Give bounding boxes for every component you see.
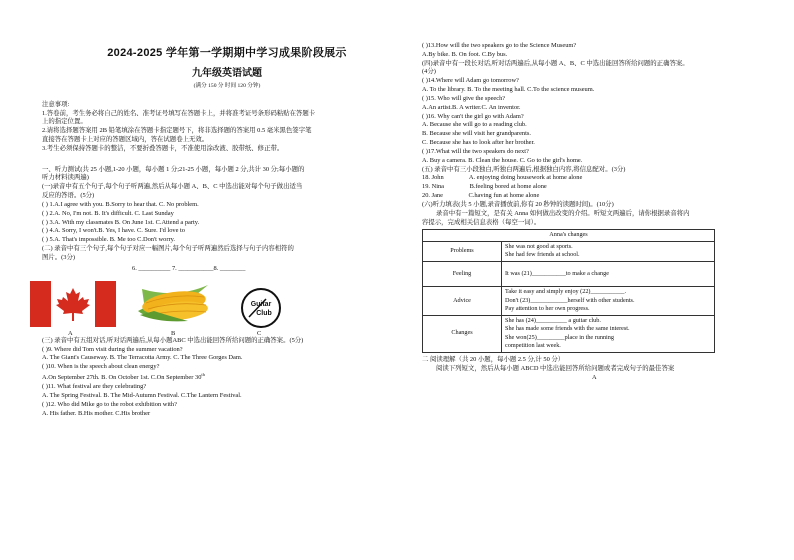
row-label-feeling: Feeling [423,262,502,287]
note-line: 3.考生必须保持答题卡的整洁，不要折叠答题卡，不准使用涂改液、胶带纸、修正带。 [42,144,284,152]
exam-title: 2024-2025 学年第一学期期中学习成果阶段展示 [107,47,347,59]
question-10-options: A.On September 27th. B. On October 1st. C.On September 30th [42,372,205,382]
table-cell-line: She had few friends at school. [505,251,580,259]
row-label-advice: Advice [423,287,502,316]
question-11-options: A. The Spring Festival. B. The Mid-Autumn Festival. C.The Lantern Festival. [42,391,242,399]
note-line: 1.答卷前，考生务必将自己的姓名、准考证号填写在答题卡上，并将准考证号条形码粘贴在答题卡 [42,109,316,117]
part1-instructions: (一)录音中有五个句子,每个句子听两遍,然后从每小题 A、B、C 中选出能对每个句子做出适当 [42,183,303,191]
question-3: ( ) 3.A. With my classmates B. On June 1st. C.Attend a party. [42,218,200,226]
question-11: ( )11. What festival are they celebrating? [42,383,147,391]
exam-subtitle: 九年级英语试题 [192,68,262,80]
table-cell-line: She has (24)__________ a guitar club. [505,316,601,324]
canada-flag-image [30,281,116,327]
note-line: 上的指定位置。 [42,118,87,126]
table-row [423,315,715,352]
question-2: ( ) 2.A. No, I'm not. B. It's difficult. C. Last Sunday [42,209,174,217]
part6-instructions: (六)听力填表(共 5 小题,录音播放前,你有 20 秒钟的读题时间)。(10分) [422,200,614,208]
table-cell-line: Don't (23)____________herself with other students. [505,296,635,304]
notes-title: 注意事项: [42,100,70,108]
question-14: ( )14.Where will Adam go tomorrow? [422,77,519,85]
table-row [423,262,715,287]
question-14-options: A. To the library. B. To the meeting hall. C.To the science museum. [422,86,595,94]
question-1: ( ) 1.A.I agree with you. B.Sorry to hear that. C. No problem. [42,200,199,208]
table-cell-line: She won(25)_________place in the running [505,333,614,341]
question-12: ( )12. Who did Mike go to the robot exhibition with? [42,400,177,408]
part2-instructions-2: 图片。(3分) [42,253,76,261]
question-13: ( )13.How will the two speakers go to the Science Museum? [422,42,577,49]
section2-instructions: 阅读下列短文，然后从每小题 ABCD 中选出能回答所给问题或者完成句子的最佳答案 [436,364,675,372]
note-line: 直接答在答题卡上对应的答题区域内，答在试题卷上无效。 [42,136,209,143]
logo-text-guitar: Guitar [250,300,272,308]
guitar-club-logo [240,285,282,331]
question-15: ( )15. Who will give the speech? [422,94,506,102]
part3-instructions: (三) 录音中有五组对话,听对话两遍后,从每小题ABC 中选出能回答所给问题的正确答案。(5分) [42,336,304,344]
picture-label-a: A [68,329,73,337]
match-19: 19. Nina B.feeling bored at home alone [422,183,547,191]
anna-changes-table [422,229,715,352]
table-cell-line: It was (21)___________to make a change [505,269,609,277]
note-line: 2.请将选择题答案用 2B 铅笔填涂在答题卡指定题号下，将非选择题的答案用 0.5 毫米黑色签字笔 [42,127,312,135]
part6-instructions-2: 录音中有一篇短文，是有关 Anna 如何做出改变的介绍。听短文两遍后，请你根据录音将内 [436,209,690,217]
part4-instructions-2: (4分) [422,68,436,76]
table-cell-line: Take it easy and simply enjoy (22)___________. [505,288,627,296]
row-label-changes: Changes [423,315,502,352]
section2-heading: 二 阅读理解（共 20 小题，每小题 2.5 分,计 50 分） [422,355,565,363]
question-15-options: A.An artist.B. A writer.C. An inventor. [422,103,521,111]
picture-label-c: C [257,329,262,337]
table-cell-line: competition last week. [505,342,561,350]
question-16: ( )16. Why can't the girl go with Adam? [422,112,524,120]
question-16-option-c: C. Because she has to look after her brother. [422,139,535,147]
row-label-problems: Problems [423,241,502,261]
question-16-option-b: B. Because she will visit her grandparents. [422,130,531,138]
question-13-options: A.By bike. B. On foot. C.By bus. [422,50,508,58]
part5-instructions: (五) 录音中有三小段独白,听独白两遍后,根据独白内容,将信息配对。(3分) [422,165,626,173]
table-cell-line: She was not good at sports. [505,242,573,250]
question-17-options: A. Buy a camera. B. Clean the house. C. Go to the girl's home. [422,156,583,164]
table-cell-line: Pay attention to her own progress. [505,305,590,313]
part6-instructions-3: 容提示，完成相关信息表格（每空一词）。 [422,218,541,226]
part4-instructions: (四)录音中有一段长对话,听对话两遍后,从每小题 A、B、C 中选出能回答所给问题的正确答案。 [422,59,689,67]
question-12-options: A. His father. B.His mother. C.His brother [42,409,151,417]
question-5: ( ) 5.A. That's impossible. B. Me too C.Don't worry. [42,236,175,244]
match-18: 18. John A. enjoying doing housework at home alone [422,174,583,182]
table-cell-line: She has made some friends with the same interest. [505,325,630,333]
section1-heading: 一、听力测试(共 25 小题,1-20 小题，每小题 1 分;21-25 小题，每小题 2 分,共计 30 分;每小题的 [42,165,305,173]
question-10: ( )10. When is the speech about clean energy? [42,363,160,371]
picture-row [42,264,412,337]
picture-label-b: B [171,329,176,337]
score-time: (满分 150 分 时间 120 分钟) [193,82,261,89]
part1-instructions-2: 反应的答语。(5分) [42,192,95,200]
match-20: 20. Jane C.having fun at home alone [422,192,540,200]
question-9-options: A. The Giant's Causeway. B. The Terracotta Army. C. The Three Gorges Dam. [42,354,243,362]
question-17: ( )17.What will the two speakers do next? [422,147,529,155]
right-column [422,42,792,382]
passage-a-label: A [592,373,597,381]
answer-blanks-6-8: 6. __________ 7. ___________8. ________ [132,264,246,272]
table-row [423,287,715,316]
logo-text-club: Club [256,309,272,317]
part2-instructions: (二) 录音中有三个句子,每个句子对应一幅图片,每个句子听两遍然后选择与句子内容相符的 [42,245,294,253]
section1-heading-2: 听力材料读两遍) [42,174,89,182]
question-4: ( ) 4.A. Sorry, I won't.B. Yes, I have. C. Sure. I'd love to [42,227,186,235]
corn-image [136,281,214,327]
question-9: ( )9. Where did Tom visit during the summer vacation? [42,345,183,353]
question-16-option-a: A. Because she will go to a reading club. [422,121,527,129]
table-title: Anna's changes [423,230,715,242]
table-row [423,241,715,261]
left-column [42,0,412,418]
